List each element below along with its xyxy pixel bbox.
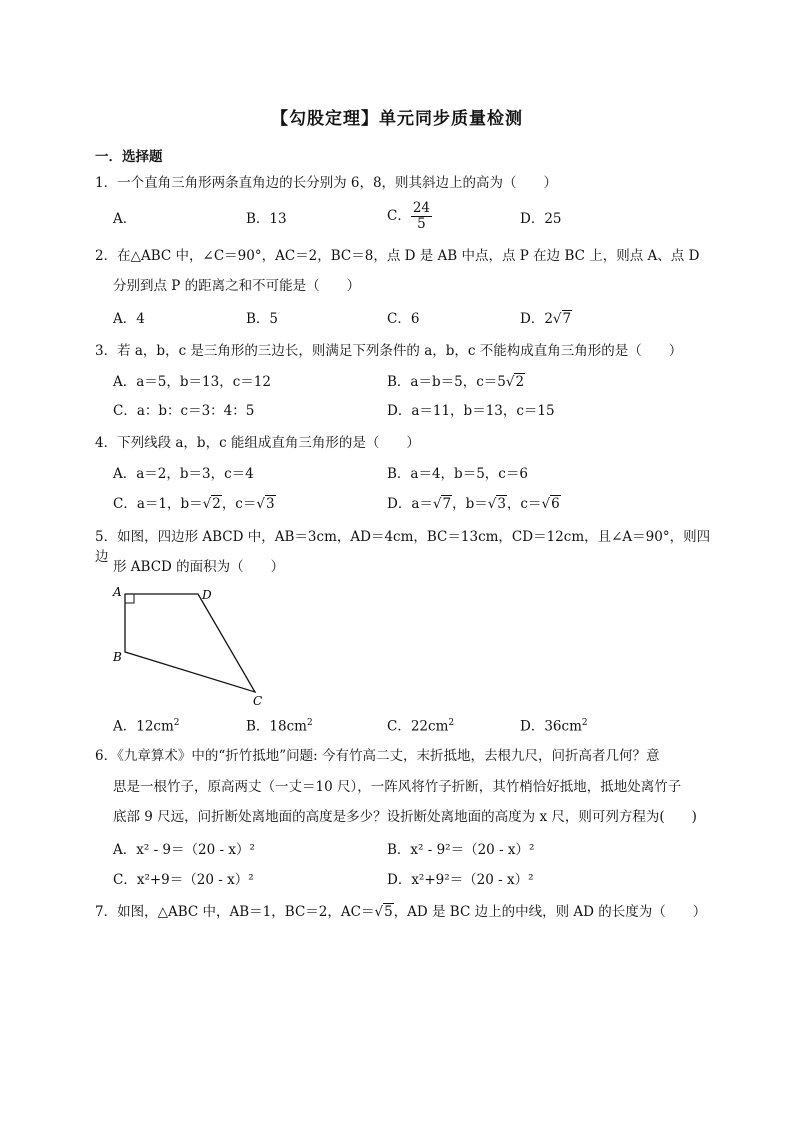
sqrt-symbol: √7 [432,496,452,512]
q2-option-a: A．4 [113,311,145,327]
q5-option-d-exponent: 2 [581,718,588,728]
q4-option-d [387,494,561,514]
sqrt-symbol: √2 [505,374,525,390]
q4-option-b: B．a＝4，b＝5，c＝6 [387,466,528,482]
section-heading: 一．选择题 [95,149,163,165]
question-2-stem-line1: 2．在△ABC 中，∠C＝90°，AC＝2，BC＝8，点 D 是 AB 中点，点 P 在边 BC 上，则点 A、点 D [95,248,700,264]
question-5-stem-line2: 形 ABCD 的面积为（ ） [113,559,285,575]
question-6-line1: 6．《九章算术》中的“折竹抵地”问题: 今有竹高二丈，末折抵地，去根九尺，问折高者几何？意 [95,748,660,764]
q5-option-d [520,713,588,737]
quadrilateral-figure [108,582,278,712]
page-title: 【勾股定理】单元同步质量检测 [271,109,523,129]
q4-d-radicand-3: 6 [551,496,560,512]
question-5-stem-line1: 5．如图，四边形 ABCD 中，AB＝3cm，AD＝4cm，BC＝13cm，CD＝12cm，且∠A＝90°，则四边 [95,529,711,565]
q5-option-b-text: B．18cm [246,718,307,735]
quadrilateral-outline [125,594,255,692]
q1-option-c [387,201,432,232]
question-6-line3: 底部 9 尺远，问折断处离地面的高度是多少？设折断处离地面的高度为 x 尺，则可列方程为( ) [113,809,697,825]
q4-option-d-mid-2: ，c＝ [506,496,542,512]
q2-option-d-label: D．2 [520,311,553,327]
q3-option-b-label: B．a＝b＝5，c＝5 [387,374,506,390]
vertex-label-b: B [113,650,122,664]
q5-option-c-text: C．22cm [387,718,449,735]
sqrt-symbol: √3 [256,496,275,512]
vertex-label-a: A [113,585,122,599]
sqrt-symbol: √3 [487,496,506,512]
q4-c-radicand-1: 2 [212,496,221,512]
question-2-stem-line2: 分别到点 P 的距离之和不可能是（ ） [113,278,361,294]
q4-option-c-mid: ，c＝ [221,496,257,512]
question-6-line2: 思是一根竹子，原高两丈（一丈＝10 尺），一阵风将竹子折断，其竹梢恰好抵地，抵地处离竹子 [113,779,682,795]
q3-radicand: 2 [515,374,525,390]
q1-option-b: B．13 [246,211,287,227]
vertex-label-d: D [202,588,212,602]
q1-option-c-label: C． [387,208,411,224]
question-3-stem: 3．若 a，b，c 是三角形的三边长，则满足下列条件的 a，b，c 不能构成直角三角形的是（ ） [95,343,683,359]
q1-fraction [411,201,432,232]
q5-option-c-exponent: 2 [448,718,455,728]
question-1-stem: 1．一个直角三角形两条直角边的长分别为 6，8，则其斜边上的高为（ ） [95,175,558,191]
q2-option-b: B．5 [246,311,279,327]
q1-option-d: D．25 [520,211,562,227]
sqrt-symbol: √7 [552,311,572,327]
sqrt-symbol: √5 [374,904,393,920]
q4-d-radicand-2: 3 [497,496,506,512]
q5-option-a-text: A．12cm [113,718,174,735]
q3-option-c: C．a：b：c＝3：4：5 [113,403,255,419]
question-7-stem-a: 7．如图，△ABC 中，AB＝1，BC＝2，AC＝ [95,904,375,920]
q3-option-b [387,372,525,392]
q3-option-d: D．a＝11，b＝13，c＝15 [387,403,555,419]
q4-option-d-mid-1: ，b＝ [452,496,488,512]
q5-option-b-exponent: 2 [306,718,313,728]
q5-option-b [246,713,313,737]
question-7-stem [95,902,715,922]
q6-option-b: B．x² - 9²＝（20 - x）² [387,842,535,858]
q5-option-d-text: D．36cm [520,718,582,735]
q4-c-radicand-2: 3 [265,496,275,512]
right-angle-mark [125,594,134,603]
q5-option-a [113,713,180,737]
question-7-stem-b: ，AD 是 BC 边上的中线，则 AD 的长度为（ ） [393,904,707,920]
q1-fraction-numerator: 24 [412,200,431,216]
q6-option-a: A．x² - 9＝（20 - x）² [113,842,255,858]
q3-option-a: A．a＝5，b＝13，c＝12 [113,374,271,390]
q2-radicand: 7 [562,311,572,327]
q1-option-a: A． [113,211,137,227]
q2-option-d [520,309,572,329]
q1-fraction-denominator: 5 [417,216,426,232]
q4-option-c [113,494,276,514]
q6-option-d: D．x²+9²＝（20 - x）² [387,872,534,888]
q6-option-c: C．x²+9＝（20 - x）² [113,872,254,888]
sqrt-symbol: √2 [202,496,221,512]
sqrt-symbol: √6 [541,496,560,512]
q5-option-c [387,713,454,737]
vertex-label-c: C [253,694,263,708]
q2-option-c: C．6 [387,311,420,327]
q5-option-a-exponent: 2 [173,718,180,728]
q4-option-a: A．a＝2，b＝3，c＝4 [113,466,254,482]
q4-d-radicand-1: 7 [442,496,452,512]
q7-radicand: 5 [384,904,393,920]
q4-option-c-label: C．a＝1，b＝ [113,496,203,512]
question-4-stem: 4．下列线段 a，b，c 能组成直角三角形的是（ ） [95,435,420,451]
q4-option-d-label: D．a＝ [387,496,433,512]
